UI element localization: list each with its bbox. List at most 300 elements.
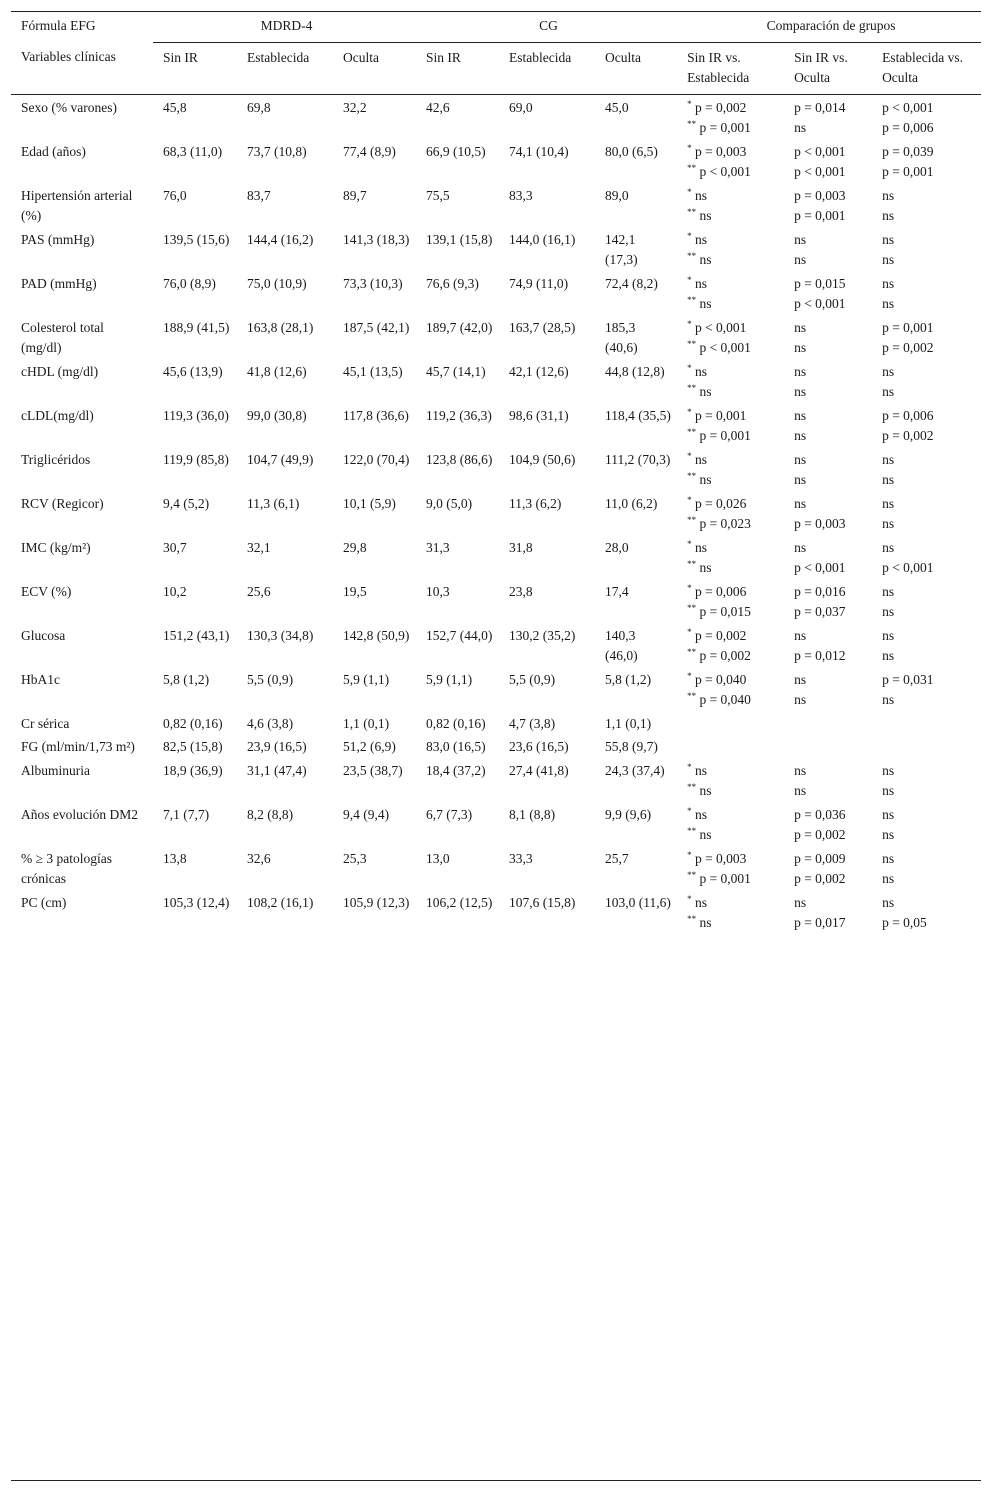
comparison-sinir-oculta: [784, 624, 872, 668]
comparison-establecida-oculta: [872, 668, 981, 712]
data-table-container: [11, 11, 981, 942]
variable-label: IMC (kg/m²): [21, 539, 91, 555]
cg-value: 55,8 (9,7): [605, 739, 658, 754]
comparison-sinir-oculta: [784, 94, 872, 140]
comparison-value: ns: [882, 894, 895, 910]
comparison-establecida-oculta: [872, 759, 981, 803]
comparison-entry: [687, 406, 778, 427]
comparison-value: ns: [882, 296, 895, 311]
significance-marker: **: [687, 383, 697, 393]
comparison-sinir-oculta: [784, 580, 872, 624]
comparison-sinir-establecida: [677, 184, 784, 228]
comparison-value: ns: [794, 407, 807, 423]
comparison-entry: [687, 230, 778, 251]
comparison-value: ns: [882, 627, 895, 643]
comparison-entry: [687, 849, 778, 870]
col-header: Oculta: [605, 49, 642, 65]
comparison-value: p = 0,002: [699, 648, 751, 663]
comparison-entry: [687, 186, 778, 207]
comparison-value: ns: [794, 428, 807, 443]
comparison-establecida-oculta: [872, 94, 981, 140]
comparison-entry: [687, 538, 778, 559]
significance-marker: *: [687, 761, 692, 772]
comparison-sinir-establecida: [677, 668, 784, 712]
cg-value: 72,4 (8,2): [605, 275, 658, 291]
comparison-value: p = 0,006: [694, 583, 747, 599]
significance-marker: *: [687, 805, 692, 816]
comparison-establecida-oculta: [872, 803, 981, 847]
significance-marker: *: [687, 538, 692, 549]
comparison-value: p = 0,002: [694, 99, 747, 115]
comparison-establecida-oculta: [872, 580, 981, 624]
comparison-value: p < 0,001: [882, 99, 934, 115]
comparison-sinir-oculta: [784, 448, 872, 492]
comparison-value: p = 0,001: [699, 428, 751, 443]
comparison-value: ns: [699, 208, 712, 223]
comparison-entry: [687, 869, 778, 890]
mdrd-value: 29,8: [343, 539, 367, 555]
comparison-value: ns: [794, 319, 807, 335]
comparison-sinir-establecida: [677, 140, 784, 184]
cg-value: 0,82 (0,16): [426, 715, 486, 731]
cg-value: 104,9 (50,6): [509, 451, 576, 467]
comparison-entry: [687, 781, 778, 802]
significance-marker: *: [687, 230, 692, 241]
cg-value: 69,0: [509, 99, 533, 115]
variable-label: Años evolución DM2: [21, 806, 138, 822]
significance-marker: *: [687, 582, 692, 593]
cg-value: 42,1 (12,6): [509, 363, 569, 379]
variable-label: Cr sérica: [21, 715, 70, 731]
table-row: [11, 891, 981, 942]
mdrd-value: 4,6 (3,8): [247, 715, 294, 731]
significance-marker: *: [687, 494, 692, 505]
cg-value: 25,7: [605, 850, 629, 866]
comparison-entry: [687, 494, 778, 515]
table-row: [11, 228, 981, 272]
comparison-entry: [687, 206, 778, 227]
cg-value: 23,6 (16,5): [509, 739, 569, 754]
comparison-value: p = 0,003: [694, 143, 747, 159]
comparison-sinir-establecida: [677, 448, 784, 492]
mdrd-value: 187,5 (42,1): [343, 319, 410, 335]
comparison-entry: [687, 162, 778, 183]
comparison-value: p = 0,05: [882, 915, 927, 930]
cg-value: 13,0: [426, 850, 450, 866]
comparison-value: p = 0,001: [882, 319, 934, 335]
comparison-establecida-oculta: [872, 184, 981, 228]
mdrd-value: 5,9 (1,1): [343, 671, 390, 687]
cg-value: 74,1 (10,4): [509, 143, 569, 159]
comparison-sinir-oculta: [784, 140, 872, 184]
comparison-sinir-establecida: [677, 759, 784, 803]
mdrd-value: 45,8: [163, 99, 187, 115]
mdrd-value: 9,4 (9,4): [343, 806, 390, 822]
comparison-value: ns: [794, 762, 807, 778]
comparison-value: p = 0,001: [882, 164, 934, 179]
comparison-sinir-oculta: [784, 360, 872, 404]
col-header: Establecida: [247, 49, 310, 65]
significance-marker: *: [687, 450, 692, 461]
comparison-entry: [687, 362, 778, 383]
cg-value: 98,6 (31,1): [509, 407, 569, 423]
cg-value: 140,3 (46,0): [605, 627, 638, 663]
variable-label: % ≥ 3 patologías crónicas: [21, 850, 113, 886]
table-row: [11, 580, 981, 624]
cg-value: 45,7 (14,1): [426, 363, 486, 379]
cg-value: 103,0 (11,6): [605, 894, 671, 910]
col-header: Sin IR vs. Establecida: [687, 49, 750, 85]
significance-marker: **: [687, 295, 697, 305]
comparison-value: p < 0,001: [794, 296, 846, 311]
comparison-value: ns: [882, 827, 895, 842]
comparison-entry: [687, 470, 778, 491]
comparison-value: p = 0,002: [694, 627, 747, 643]
cg-value: 76,6 (9,3): [426, 275, 479, 291]
mdrd-value: 77,4 (8,9): [343, 143, 396, 159]
comparison-value: p = 0,039: [882, 143, 934, 159]
mdrd-value: 73,3 (10,3): [343, 275, 403, 291]
comparison-value: ns: [882, 516, 895, 531]
significance-marker: **: [687, 870, 697, 880]
comparison-value: ns: [694, 363, 707, 379]
mdrd-value: 1,1 (0,1): [343, 715, 390, 731]
variable-label: Hipertensión arterial (%): [21, 187, 133, 223]
comparison-value: ns: [882, 604, 895, 619]
comparison-value: p = 0,014: [794, 99, 846, 115]
table-row: [11, 492, 981, 536]
cg-value: 5,9 (1,1): [426, 671, 473, 687]
comparison-value: ns: [699, 384, 712, 399]
cg-value: 6,7 (7,3): [426, 806, 473, 822]
significance-marker: **: [687, 251, 697, 261]
comparison-value: p = 0,006: [882, 120, 934, 135]
cg-value: 31,8: [509, 539, 533, 555]
mdrd-value: 188,9 (41,5): [163, 319, 230, 335]
comparison-sinir-oculta: [784, 759, 872, 803]
comparison-value: p = 0,001: [699, 871, 751, 886]
comparison-establecida-oculta: [872, 891, 981, 942]
comparison-value: p = 0,006: [882, 407, 934, 423]
mdrd-value: 5,5 (0,9): [247, 671, 294, 687]
cg-value: 118,4 (35,5): [605, 407, 671, 423]
comparison-value: ns: [882, 583, 895, 599]
col-header: Oculta: [343, 49, 379, 65]
mdrd-value: 151,2 (43,1): [163, 627, 230, 643]
comparison-value: p < 0,001: [794, 560, 846, 575]
significance-marker: **: [687, 826, 697, 836]
cg-value: 119,2 (36,3): [426, 407, 492, 423]
mdrd-value: 130,3 (34,8): [247, 627, 314, 643]
comparison-value: ns: [882, 850, 895, 866]
comparison-sinir-oculta: [784, 668, 872, 712]
comparison-value: p < 0,001: [699, 164, 751, 179]
comparison-entry: [687, 142, 778, 163]
mdrd-value: 25,6: [247, 583, 271, 599]
comparison-value: ns: [794, 120, 807, 135]
mdrd-value: 73,7 (10,8): [247, 143, 307, 159]
comparison-sinir-establecida: [677, 536, 784, 580]
significance-marker: **: [687, 427, 697, 437]
table-bottom-rule: [11, 1480, 981, 1481]
cg-value: 185,3 (40,6): [605, 319, 638, 355]
variable-label: Colesterol total (mg/dl): [21, 319, 104, 355]
mdrd-value: 45,1 (13,5): [343, 363, 403, 379]
cg-value: 11,0 (6,2): [605, 495, 658, 511]
comparison-value: ns: [794, 671, 807, 687]
cg-value: 33,3: [509, 850, 533, 866]
table-row: [11, 847, 981, 891]
cg-value: 11,3 (6,2): [509, 495, 562, 511]
mdrd-value: 76,0: [163, 187, 187, 203]
significance-marker: *: [687, 406, 692, 417]
comparison-value: ns: [882, 187, 895, 203]
mdrd-value: 31,1 (47,4): [247, 762, 307, 778]
significance-marker: **: [687, 782, 697, 792]
comparison-value: ns: [882, 451, 895, 467]
comparison-sinir-oculta: [784, 536, 872, 580]
mdrd-value: 19,5: [343, 583, 367, 599]
comparison-entry: [687, 805, 778, 826]
mdrd-value: 11,3 (6,1): [247, 495, 300, 511]
significance-marker: *: [687, 142, 692, 153]
significance-marker: *: [687, 626, 692, 637]
variables-label: Variables clínicas: [21, 49, 116, 64]
comparison-value: ns: [882, 539, 895, 555]
significance-marker: **: [687, 914, 697, 924]
table-row: [11, 624, 981, 668]
comparison-value: p = 0,009: [794, 850, 846, 866]
comparison-value: ns: [794, 340, 807, 355]
comparison-establecida-oculta: [872, 140, 981, 184]
variable-label: cLDL(mg/dl): [21, 407, 94, 423]
cg-value: 18,4 (37,2): [426, 762, 486, 778]
comparison-value: ns: [882, 231, 895, 247]
mdrd-value: 23,5 (38,7): [343, 762, 403, 778]
cg-value: 123,8 (86,6): [426, 451, 493, 467]
mdrd-value: 32,2: [343, 99, 367, 115]
cg-value: 66,9 (10,5): [426, 143, 486, 159]
comparison-value: p = 0,003: [694, 850, 747, 866]
cg-value: 163,7 (28,5): [509, 319, 576, 335]
comparison-establecida-oculta: [872, 448, 981, 492]
mdrd-value: 10,1 (5,9): [343, 495, 396, 511]
significance-marker: *: [687, 98, 692, 109]
mdrd-value: 119,3 (36,0): [163, 407, 229, 423]
col-header: Sin IR: [163, 49, 198, 65]
cg-value: 89,0: [605, 187, 629, 203]
comparison-value: p = 0,002: [882, 428, 934, 443]
mdrd-value: 51,2 (6,9): [343, 739, 396, 754]
significance-marker: *: [687, 186, 692, 197]
comparison-value: ns: [694, 451, 707, 467]
mdrd-value: 69,8: [247, 99, 271, 115]
table-row: [11, 404, 981, 448]
variable-label: PC (cm): [21, 894, 67, 910]
significance-marker: **: [687, 515, 697, 525]
comparison-establecida-oculta: [872, 492, 981, 536]
comparison-entry: [687, 913, 778, 934]
mdrd-value: 5,8 (1,2): [163, 671, 210, 687]
significance-marker: *: [687, 849, 692, 860]
comparison-value: p = 0,040: [699, 692, 751, 707]
cg-value: 80,0 (6,5): [605, 143, 658, 159]
mdrd-value: 108,2 (16,1): [247, 894, 314, 910]
table-row: [11, 272, 981, 316]
cg-value: 106,2 (12,5): [426, 894, 493, 910]
significance-marker: *: [687, 318, 692, 329]
table-body: [11, 94, 981, 942]
comparison-sinir-establecida: [677, 735, 784, 759]
comparison-establecida-oculta: [872, 272, 981, 316]
comparison-value: ns: [699, 296, 712, 311]
significance-marker: **: [687, 647, 697, 657]
comparison-establecida-oculta: [872, 228, 981, 272]
comparison-value: p < 0,001: [794, 143, 846, 159]
comparison-value: p < 0,001: [882, 560, 934, 575]
mdrd-value: 104,7 (49,9): [247, 451, 314, 467]
comparison-value: ns: [694, 275, 707, 291]
col-header: Establecida vs. Oculta: [882, 49, 964, 85]
comparison-value: ns: [699, 827, 712, 842]
comparison-value: p = 0,003: [794, 516, 846, 531]
comparison-value: ns: [794, 783, 807, 798]
mdrd-value: 7,1 (7,7): [163, 806, 210, 822]
comparison-value: ns: [882, 648, 895, 663]
comparison-value: p < 0,001: [694, 319, 747, 335]
comparison-entry: [687, 294, 778, 315]
cg-value: 111,2 (70,3): [605, 451, 671, 467]
mdrd-value: 41,8 (12,6): [247, 363, 307, 379]
comparison-establecida-oculta: [872, 316, 981, 360]
mdrd-value: 82,5 (15,8): [163, 739, 223, 754]
mdrd-value: 9,4 (5,2): [163, 495, 210, 511]
mdrd-value: 117,8 (36,6): [343, 407, 409, 423]
comparison-value: ns: [882, 275, 895, 291]
mdrd-value: 76,0 (8,9): [163, 275, 216, 291]
table-row: [11, 735, 981, 759]
comparison-entry: [687, 602, 778, 623]
comparison-sinir-oculta: [784, 891, 872, 942]
group-comparacion: Comparación de grupos: [677, 11, 981, 42]
mdrd-value: 8,2 (8,8): [247, 806, 294, 822]
comparison-sinir-oculta: [784, 404, 872, 448]
mdrd-value: 13,8: [163, 850, 187, 866]
mdrd-value: 119,9 (85,8): [163, 451, 229, 467]
variable-label: HbA1c: [21, 671, 60, 687]
comparison-value: ns: [882, 871, 895, 886]
comparison-establecida-oculta: [872, 712, 981, 736]
significance-marker: **: [687, 559, 697, 569]
comparison-value: p = 0,023: [699, 516, 751, 531]
mdrd-value: 10,2: [163, 583, 187, 599]
col-header: Sin IR vs. Oculta: [794, 49, 848, 85]
comparison-value: p = 0,012: [794, 648, 846, 663]
comparison-establecida-oculta: [872, 536, 981, 580]
col-header: Sin IR: [426, 49, 461, 65]
comparison-entry: [687, 118, 778, 139]
comparison-value: ns: [694, 539, 707, 555]
mdrd-value: 141,3 (18,3): [343, 231, 410, 247]
mdrd-value: 122,0 (70,4): [343, 451, 410, 467]
mdrd-value: 105,9 (12,3): [343, 894, 410, 910]
cg-value: 74,9 (11,0): [509, 275, 569, 291]
table-row: [11, 803, 981, 847]
comparison-sinir-establecida: [677, 492, 784, 536]
comparison-value: p = 0,002: [794, 871, 846, 886]
comparison-value: ns: [794, 231, 807, 247]
comparison-value: p = 0,031: [882, 671, 934, 687]
comparison-sinir-establecida: [677, 580, 784, 624]
cg-value: 23,8: [509, 583, 533, 599]
comparison-value: p = 0,016: [794, 583, 846, 599]
cg-value: 10,3: [426, 583, 450, 599]
comparison-entry: [687, 338, 778, 359]
comparison-value: p = 0,040: [694, 671, 747, 687]
comparison-sinir-establecida: [677, 360, 784, 404]
comparison-sinir-oculta: [784, 228, 872, 272]
table-row: [11, 448, 981, 492]
cg-value: 83,3: [509, 187, 533, 203]
comparison-entry: [687, 558, 778, 579]
comparison-value: ns: [794, 384, 807, 399]
cg-value: 17,4: [605, 583, 629, 599]
cg-value: 9,0 (5,0): [426, 495, 473, 511]
table-row: [11, 759, 981, 803]
cg-value: 1,1 (0,1): [605, 715, 652, 731]
comparison-value: p = 0,036: [794, 806, 846, 822]
comparison-entry: [687, 318, 778, 339]
comparison-value: ns: [694, 231, 707, 247]
comparison-sinir-establecida: [677, 891, 784, 942]
comparison-value: p = 0,015: [699, 604, 751, 619]
comparison-entry: [687, 761, 778, 782]
comparison-establecida-oculta: [872, 735, 981, 759]
comparison-sinir-oculta: [784, 847, 872, 891]
comparison-value: ns: [699, 783, 712, 798]
comparison-value: ns: [882, 806, 895, 822]
variable-label: RCV (Regicor): [21, 495, 104, 511]
comparison-value: ns: [794, 363, 807, 379]
significance-marker: **: [687, 119, 697, 129]
comparison-sinir-establecida: [677, 272, 784, 316]
comparison-sinir-oculta: [784, 184, 872, 228]
mdrd-value: 25,3: [343, 850, 367, 866]
mdrd-value: 105,3 (12,4): [163, 894, 230, 910]
mdrd-value: 144,4 (16,2): [247, 231, 314, 247]
comparison-sinir-oculta: [784, 712, 872, 736]
mdrd-value: 0,82 (0,16): [163, 715, 223, 731]
comparison-value: ns: [882, 252, 895, 267]
cg-value: 44,8 (12,8): [605, 363, 665, 379]
comparison-entry: [687, 98, 778, 119]
mdrd-value: 89,7: [343, 187, 367, 203]
comparison-sinir-establecida: [677, 803, 784, 847]
comparison-value: p = 0,017: [794, 915, 846, 930]
significance-marker: *: [687, 893, 692, 904]
table-row: [11, 668, 981, 712]
cg-value: 107,6 (15,8): [509, 894, 576, 910]
mdrd-value: 75,0 (10,9): [247, 275, 307, 291]
comparison-value: p = 0,001: [699, 120, 751, 135]
comparison-value: p < 0,001: [699, 340, 751, 355]
mdrd-value: 23,9 (16,5): [247, 739, 307, 754]
variable-label: FG (ml/min/1,73 m²): [21, 739, 135, 754]
significance-marker: *: [687, 362, 692, 373]
comparison-value: ns: [699, 915, 712, 930]
cg-value: 5,5 (0,9): [509, 671, 556, 687]
comparison-sinir-oculta: [784, 803, 872, 847]
